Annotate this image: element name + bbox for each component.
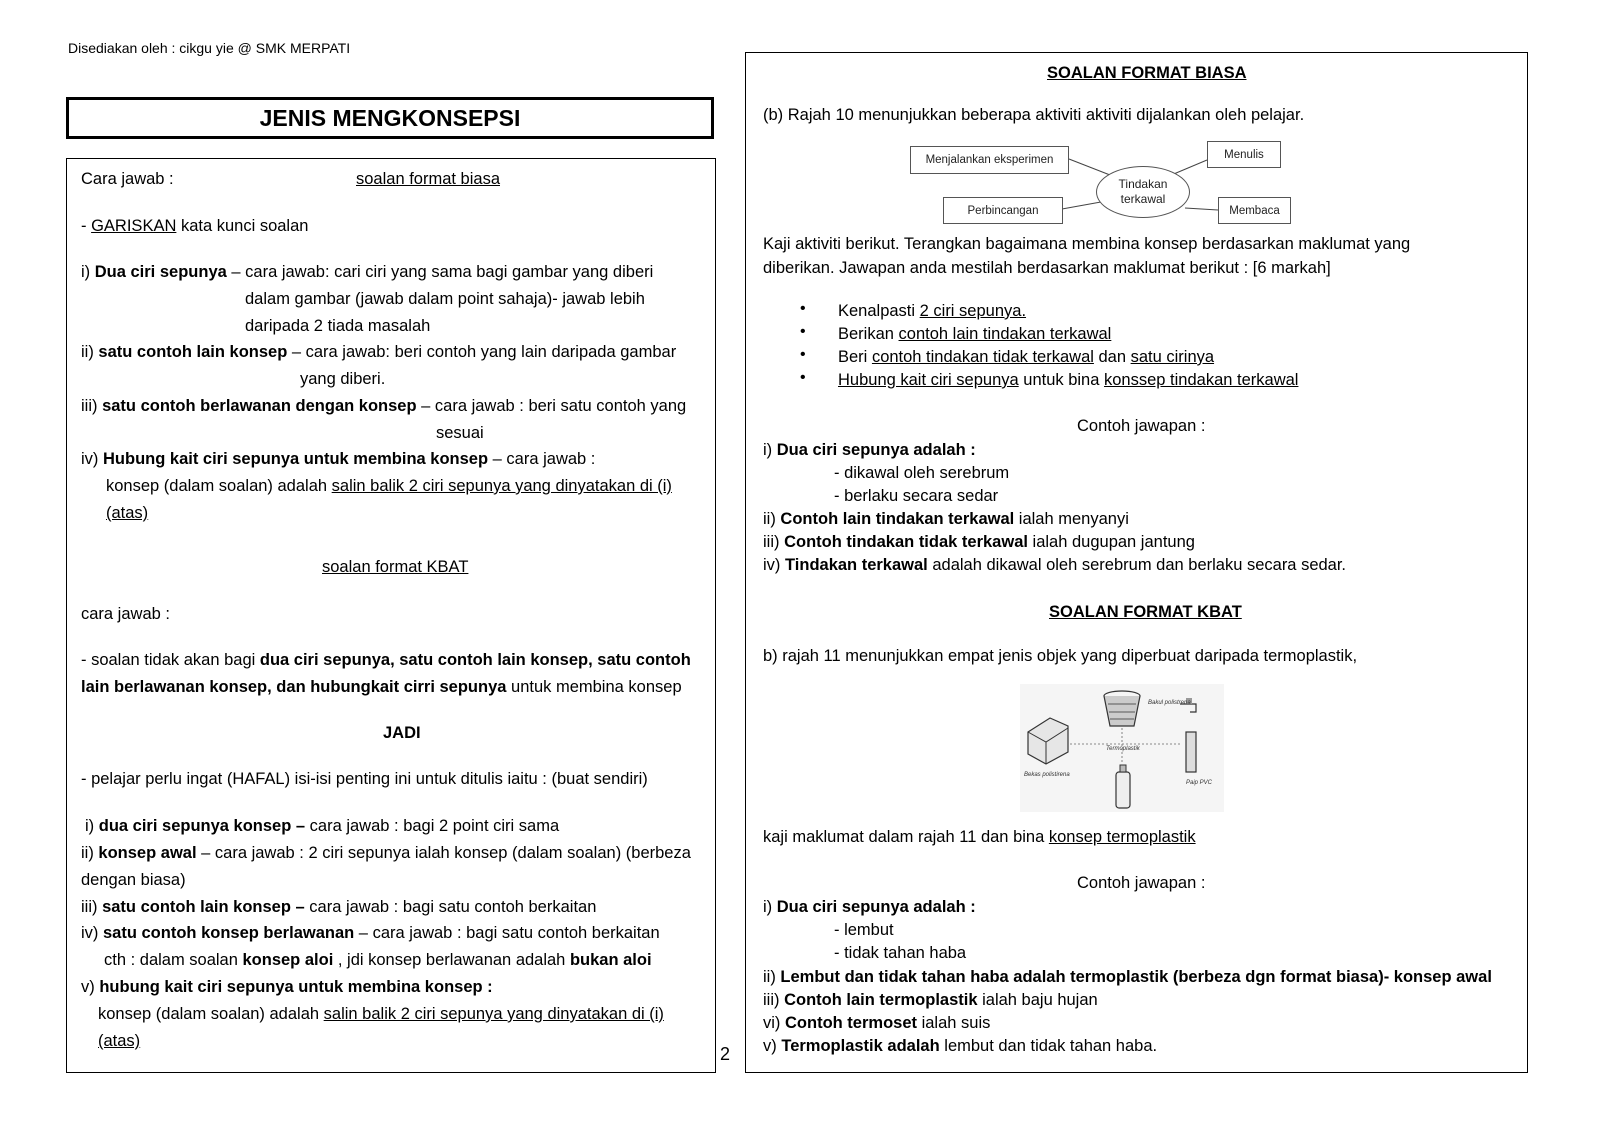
gariskan-line: - GARISKAN kata kunci soalan [81,217,309,235]
answer2-v: v) Termoplastik adalah lembut dan tidak tahan haba. [763,1037,1158,1055]
bullet-1: Kenalpasti 2 ciri sepunya. [838,302,1027,320]
item-iii-line2: sesuai [436,424,484,442]
diagram-node-membaca: Membaca [1218,197,1291,224]
kbat-para-line1: - soalan tidak akan bagi dua ciri sepunya, satu contoh lain konsep, satu contoh [81,651,691,669]
kaji11-line: kaji maklumat dalam rajah 11 dan bina konsep termoplastik [763,828,1196,846]
kbat-item-iv: iv) satu contoh konsep berlawanan – cara jawab : bagi satu contoh berkaitan [81,924,660,942]
answer-ii: ii) Contoh lain tindakan terkawal ialah menyanyi [763,510,1129,528]
kbat-heading-right: SOALAN FORMAT KBAT [1049,603,1242,621]
diagram-node-perbincangan: Perbincangan [943,197,1063,224]
cara-jawab-lower: cara jawab : [81,605,170,623]
item-iii: iii) satu contoh berlawanan dengan konsep – cara jawab : beri satu contoh yang [81,397,687,415]
answer-i: i) Dua ciri sepunya adalah : [763,441,976,459]
contoh-jawapan-1: Contoh jawapan : [1077,417,1206,435]
kbat-item-v-line3: (atas) [98,1032,141,1050]
bullet-dot: • [800,323,806,340]
kbat-para-line2: lain berlawanan konsep, dan hubungkait cirri sepunya untuk membina konsep [81,678,682,696]
kaji-line2: diberikan. Jawapan anda mestilah berdasarkan maklumat berikut : [6 markah] [763,259,1331,277]
item-iv-line3: (atas) [106,504,149,522]
page-title: JENIS MENGKONSEPSI [66,97,714,139]
bullet-3: Beri contoh tindakan tidak terkawal dan satu cirinya [838,348,1215,366]
answer2-vi: vi) Contoh termoset ialah suis [763,1014,991,1032]
answer-iv: iv) Tindakan terkawal adalah dikawal oleh serebrum dan berlaku secara sedar. [763,556,1347,574]
answer2-iii: iii) Contoh lain termoplastik ialah baju hujan [763,991,1098,1009]
diagram-node-menulis: Menulis [1207,141,1281,168]
answer2-ii: ii) Lembut dan tidak tahan haba adalah termoplastik (berbeza dgn format biasa)- konsep awal [763,968,1492,986]
kbat-item-ii: ii) konsep awal – cara jawab : 2 ciri sepunya ialah konsep (dalam soalan) (berbeza [81,844,691,862]
item-ii: ii) satu contoh lain konsep – cara jawab: beri contoh yang lain daripada gambar [81,343,677,361]
question-b11: b) rajah 11 menunjukkan empat jenis objek yang diperbuat daripada termoplastik, [763,647,1358,665]
item-iv: iv) Hubung kait ciri sepunya untuk membina konsep – cara jawab : [81,450,596,468]
figure-label-bakul: Bakul polistrena [1148,700,1191,706]
item-ii-line2: yang diberi. [300,370,386,388]
answer-i-d1: - dikawal oleh serebrum [834,464,1010,482]
gariskan-word: GARISKAN [91,217,177,235]
page-number: 2 [720,1044,731,1064]
figure-termoplastik [1020,684,1224,812]
kbat-item-ii-line2: dengan biasa) [81,871,186,889]
bullet-dot: • [800,369,806,386]
bullet-2: Berikan contoh lain tindakan terkawal [838,325,1112,343]
item-i: i) Dua ciri sepunya – cara jawab: cari ciri yang sama bagi gambar yang diberi [81,263,654,281]
figure-drawing [1020,684,1224,812]
hafal-line: - pelajar perlu ingat (HAFAL) isi-isi penting ini untuk ditulis iaitu : (buat sendiri) [81,770,648,788]
format-biasa-heading: soalan format biasa [356,170,500,188]
figure-label-termoplastik: Termoplastik [1106,746,1140,752]
item-i-line2: dalam gambar (jawab dalam point sahaja)- jawab lebih [245,290,645,308]
item-i-line3: daripada 2 tiada masalah [245,317,431,335]
bullet-dot: • [800,346,806,363]
diagram-node-eksperimen: Menjalankan eksperimen [910,146,1069,174]
contoh-jawapan-2: Contoh jawapan : [1077,874,1206,892]
document-header: Disediakan oleh : cikgu yie @ SMK MERPATI [68,40,351,56]
biasa-heading-right: SOALAN FORMAT BIASA [1047,64,1247,82]
cara-jawab-label: Cara jawab : [81,170,174,188]
figure-label-paip: Paip PVC [1186,780,1213,786]
kbat-item-iii: iii) satu contoh lain konsep – cara jawab : bagi satu contoh berkaitan [81,898,597,916]
answer2-i-d1: - lembut [834,921,894,939]
answer2-i: i) Dua ciri sepunya adalah : [763,898,976,916]
kaji-line1: Kaji aktiviti berikut. Terangkan bagaimana membina konsep berdasarkan maklumat yang [763,235,1411,253]
question-b: (b) Rajah 10 menunjukkan beberapa aktiviti aktiviti dijalankan oleh pelajar. [763,106,1305,124]
kbat-item-iv-line2: cth : dalam soalan konsep aloi , jdi konsep berlawanan adalah bukan aloi [104,951,652,969]
kbat-item-v-line2: konsep (dalam soalan) adalah salin balik 2 ciri sepunya yang dinyatakan di (i) [98,1005,664,1023]
bullet-dot: • [800,300,806,317]
diagram-center-oval: Tindakan terkawal [1096,166,1190,218]
kbat-heading-left: soalan format KBAT [322,558,469,576]
jadi-heading: JADI [383,724,421,742]
item-iv-line2: konsep (dalam soalan) adalah salin balik 2 ciri sepunya yang dinyatakan di (i) [106,477,672,495]
answer-i-d2: - berlaku secara sedar [834,487,999,505]
bullet-4: Hubung kait ciri sepunya untuk bina konssep tindakan terkawal [838,371,1299,389]
answer-iii: iii) Contoh tindakan tidak terkawal ialah dugupan jantung [763,533,1195,551]
figure-label-bekas: Bekas polistirena [1024,772,1070,778]
kbat-item-i: i) dua ciri sepunya konsep – cara jawab : bagi 2 point ciri sama [85,817,560,835]
answer2-i-d2: - tidak tahan haba [834,944,967,962]
kbat-item-v: v) hubung kait ciri sepunya untuk membina konsep : [81,978,493,996]
